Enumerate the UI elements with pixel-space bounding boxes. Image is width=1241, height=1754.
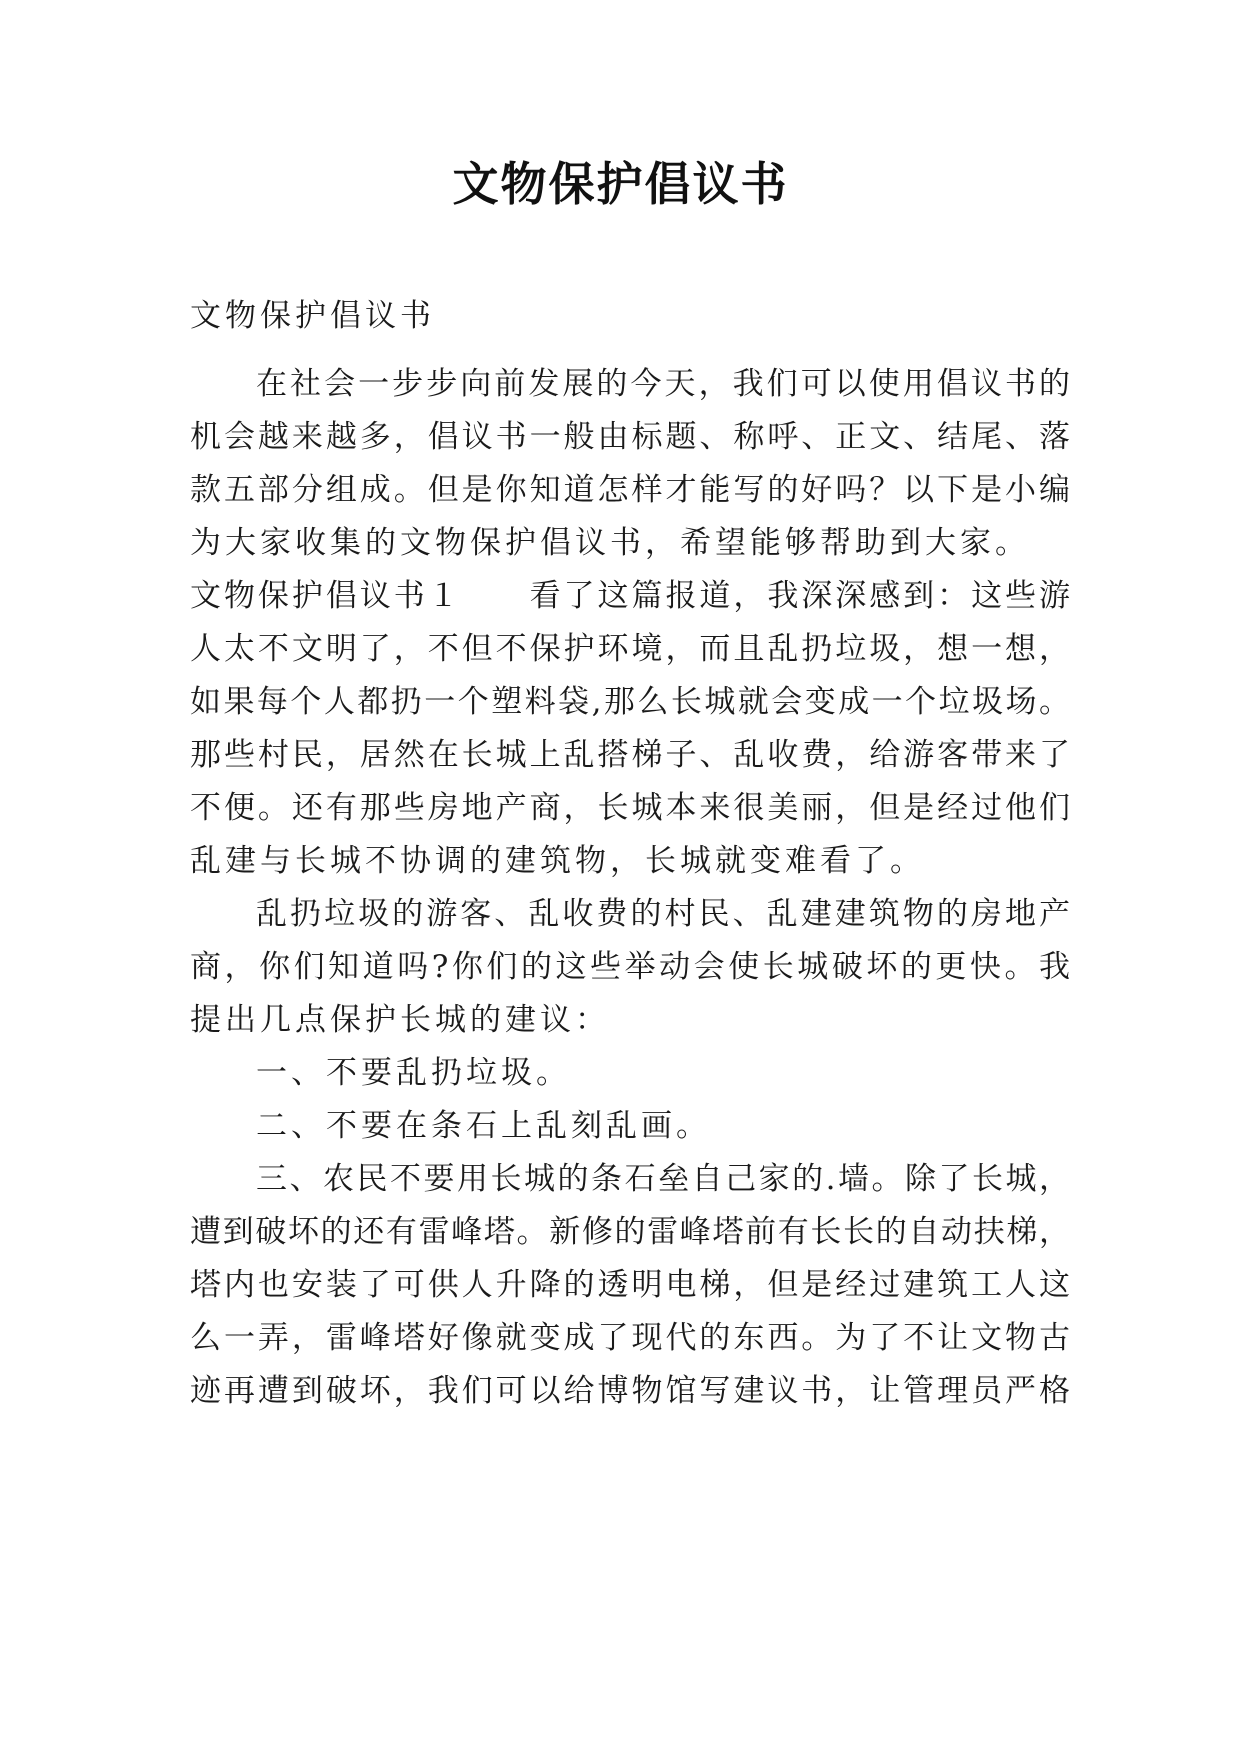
- text-line: 乱建与长城不协调的建筑物，长城就变难看了。: [190, 843, 925, 879]
- text-line: 商，你们知道吗?你们的这些举动会使长城破坏的更快。我: [190, 949, 1070, 985]
- text-line: 人太不文明了，不但不保护环境，而且乱扔垃圾，想一想，: [190, 631, 1070, 667]
- list-item: 一、不要乱扔垃圾。: [256, 1055, 571, 1091]
- text-line: 不便。还有那些房地产商，长城本来很美丽，但是经过他们: [190, 790, 1070, 826]
- text-line: 如果每个人都扔一个塑料袋,那么长城就会变成一个垃圾场。: [190, 684, 1070, 720]
- list-item: 二、不要在条石上乱刻乱画。: [256, 1108, 711, 1144]
- text-line: 在社会一步步向前发展的今天，我们可以使用倡议书的: [256, 366, 1070, 402]
- document-title: 文物保护倡议书: [452, 157, 789, 211]
- text-line: 款五部分组成。但是你知道怎样才能写的好吗？以下是小编: [190, 472, 1070, 508]
- list-item: 三、农民不要用长城的条石垒自己家的.墙。除了长城，: [256, 1161, 1070, 1197]
- text-line: 乱扔垃圾的游客、乱收费的村民、乱建建筑物的房地产: [256, 896, 1070, 932]
- text-line: 提出几点保护长城的建议：: [190, 1002, 610, 1038]
- text-line: 塔内也安装了可供人升降的透明电梯，但是经过建筑工人这: [190, 1267, 1070, 1303]
- text-line: 为大家收集的文物保护倡议书，希望能够帮助到大家。: [190, 525, 1030, 561]
- text-line: 迹再遭到破坏，我们可以给博物馆写建议书，让管理员严格: [190, 1373, 1070, 1409]
- text-line: 文物保护倡议书１ 看了这篇报道，我深深感到：这些游: [190, 578, 1070, 614]
- text-line: 遭到破坏的还有雷峰塔。新修的雷峰塔前有长长的自动扶梯，: [190, 1214, 1070, 1250]
- text-line: 么一弄，雷峰塔好像就变成了现代的东西。为了不让文物古: [190, 1320, 1070, 1356]
- document-subtitle: 文物保护倡议书: [190, 298, 435, 334]
- text-line: 那些村民，居然在长城上乱搭梯子、乱收费，给游客带来了: [190, 737, 1070, 773]
- text-line: 机会越来越多，倡议书一般由标题、称呼、正文、结尾、落: [190, 419, 1070, 455]
